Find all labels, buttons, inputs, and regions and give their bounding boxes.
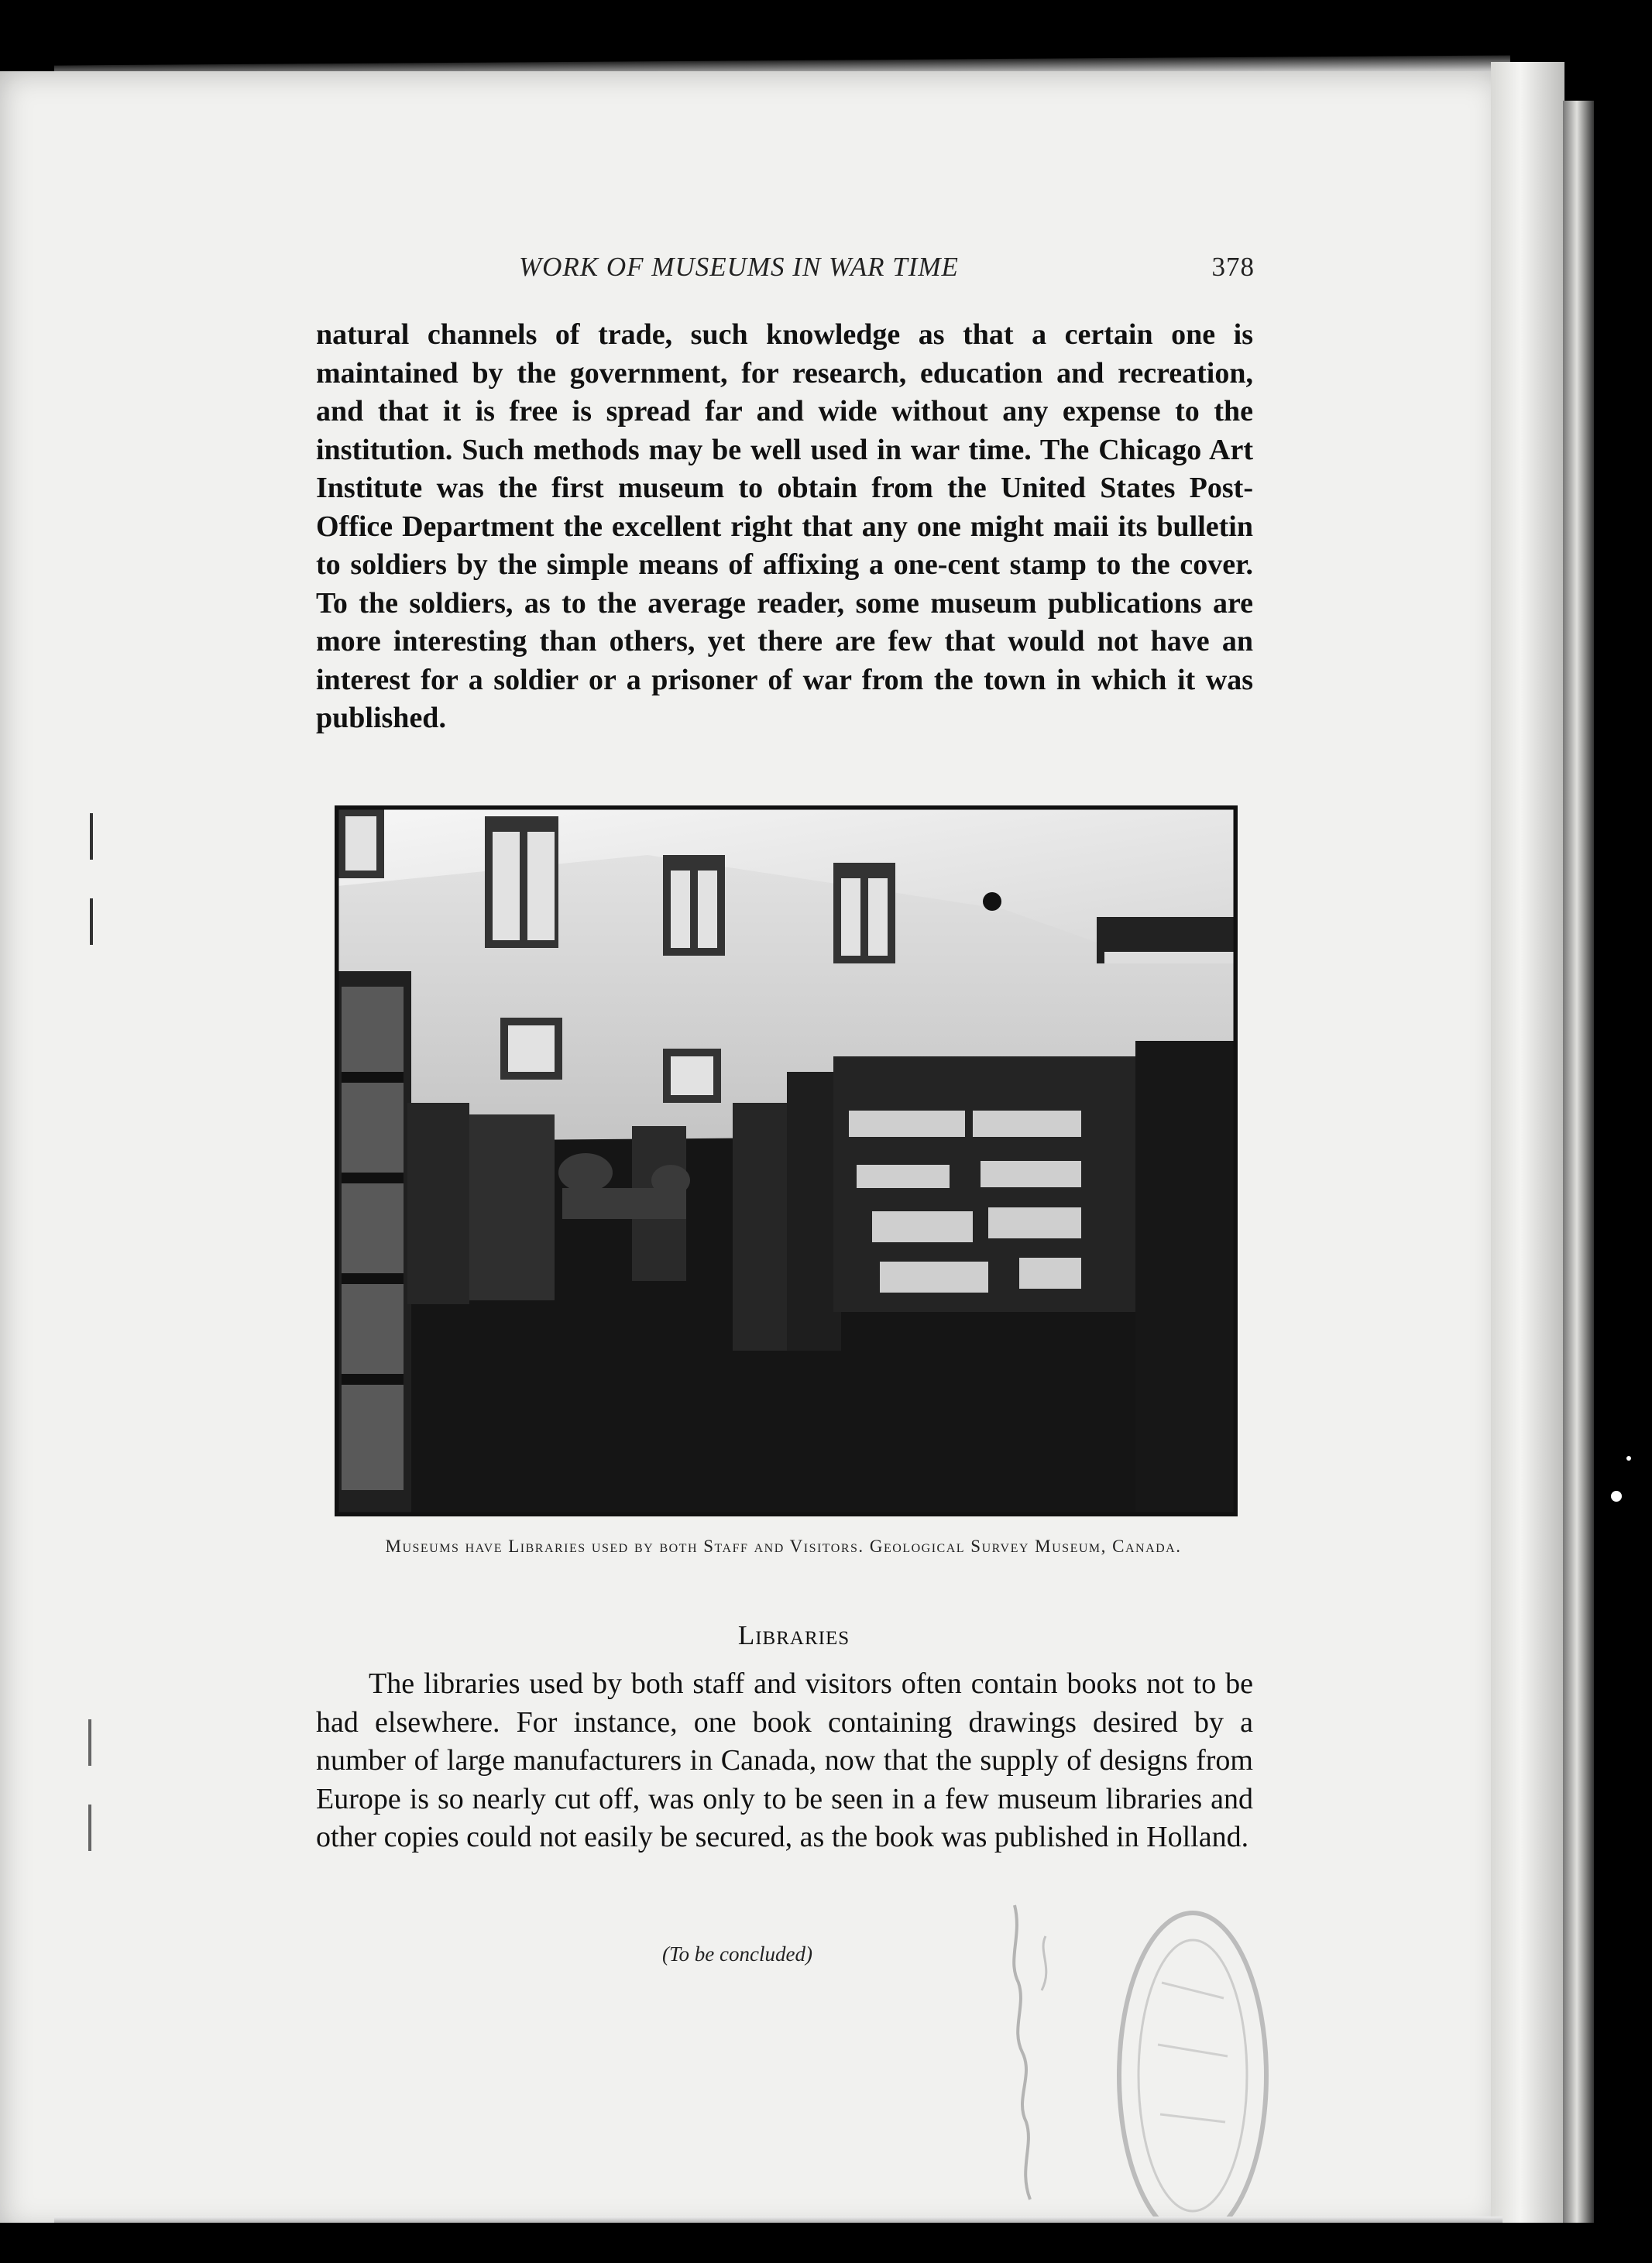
scan-speck — [1626, 1456, 1631, 1461]
scan-speck — [1611, 1491, 1622, 1502]
handwritten-signature — [960, 1890, 1193, 2230]
right-page-edge — [1491, 62, 1564, 2254]
running-head — [511, 252, 1255, 290]
binding-mark — [88, 1805, 91, 1851]
library-photo-image — [338, 809, 1235, 1513]
library-photograph — [335, 805, 1238, 1516]
right-page-edge-shadow — [1563, 101, 1594, 2254]
continuation-note: (To be concluded) — [662, 1942, 812, 1966]
page-number: 378 — [1211, 252, 1255, 282]
running-title: WORK OF MUSEUMS IN WAR TIME — [519, 252, 959, 282]
binding-mark — [88, 1719, 91, 1766]
paragraph-1: natural channels of trade, such knowledge as that a certain one is maintained by the government, for research, education and recreation, and that it is free is spread far and wide without any expense to the institution. Such methods may be well used in war time. The Chicago Art Institute was the first museum to obtain from the United States Post-Office Department the excellent right that any one might maii its bulletin to soldiers by the simple means of affixing a one-cent stamp to the cover. To the soldiers, as to the average reader, some museum publications are more interesting than others, yet there are few that would not have an interest for a soldier or a prisoner of war from the town in which it was published. — [316, 318, 1253, 734]
paragraph-2: The libraries used by both staff and visitors often contain books not to be had elsewhere. For instance, one book containing drawings desired by a number of large manufacturers in Canada, now that the supply of designs from Europe is so nearly cut off, was only to be seen in a few museum libraries and other copies could not easily be secured, as the book was published in Holland. — [316, 1667, 1253, 1853]
binding-mark — [90, 898, 93, 945]
binding-mark — [90, 813, 93, 860]
figure-caption: Museums have Libraries used by both Staff and Visitors. Geological Survey Museum, Canada. — [385, 1537, 1182, 1556]
scan-bottom-border — [0, 2223, 1652, 2263]
section-heading: Libraries — [737, 1620, 850, 1650]
